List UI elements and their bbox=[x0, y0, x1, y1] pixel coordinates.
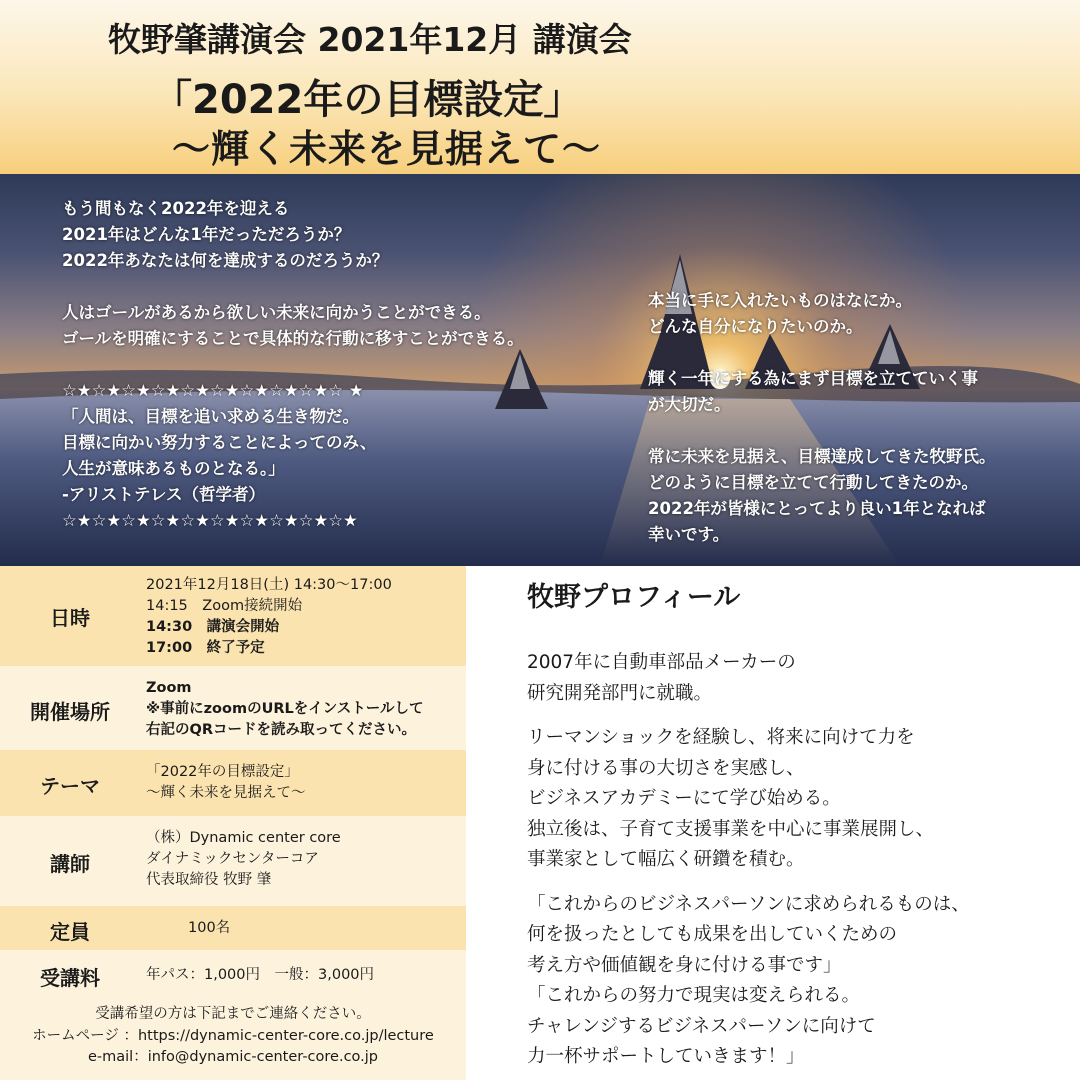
capacity-row bbox=[0, 906, 466, 950]
venue-value bbox=[146, 678, 424, 741]
capacity-value: 100名 bbox=[188, 920, 231, 936]
venue-line: Zoom bbox=[146, 680, 192, 696]
datetime-value bbox=[146, 575, 392, 659]
star-divider: ☆★☆★☆★☆★☆★☆★☆★☆★☆★☆ ★ bbox=[62, 381, 364, 400]
venue-line: ※事前にzoomのURLをインストールして bbox=[146, 701, 424, 717]
hero-left-line: ゴールを明確にすることで具体的な行動に移すことができる。 bbox=[62, 329, 524, 348]
fee-row bbox=[0, 950, 466, 998]
profile-line: 身に付ける事の大切さを実感し、 bbox=[527, 757, 805, 779]
hero-right-line: 本当に手に入れたいものはなにか。 bbox=[648, 291, 912, 310]
profile-line: 研究開発部門に就職。 bbox=[527, 682, 713, 704]
event-tagline: ～輝く未来を見据えて～ bbox=[172, 127, 602, 171]
fee-label: 受講料 bbox=[40, 966, 100, 990]
speaker-line: ダイナミックセンターコア bbox=[146, 851, 319, 867]
profile-title: 牧野プロフィール bbox=[527, 582, 741, 613]
contact-email-link[interactable]: e-mail：info@dynamic-center-core.co.jp bbox=[87, 1049, 379, 1065]
event-subtitle: 「2022年の目標設定」 bbox=[152, 77, 584, 123]
quote-line: 「人間は、目標を追い求める生き物だ。 bbox=[62, 407, 359, 426]
speaker-profile bbox=[527, 575, 1067, 1073]
quote-author: -アリストテレス（哲学者） bbox=[62, 485, 266, 504]
theme-line: ～輝く未来を見据えて～ bbox=[146, 785, 306, 801]
capacity-label: 定員 bbox=[50, 920, 90, 944]
venue-row bbox=[0, 666, 466, 750]
venue-line: 右記のQRコードを読み取ってください。 bbox=[146, 722, 416, 738]
contact-intro: 受講希望の方は下記までご連絡ください。 bbox=[95, 1006, 371, 1022]
profile-line: 2007年に自動車部品メーカーの bbox=[527, 652, 796, 673]
profile-line: 独立後は、子育て支援事業を中心に事業展開し、 bbox=[527, 818, 935, 840]
datetime-line: 14:15 Zoom接続開始 bbox=[146, 598, 303, 614]
speaker-line: 代表取締役 牧野 肇 bbox=[146, 872, 272, 888]
quote-line: 目標に向かい努力することによってのみ、 bbox=[62, 433, 377, 452]
contact-homepage-link[interactable]: ホームページ ：https://dynamic-center-core.co.jp/lecture bbox=[32, 1027, 434, 1044]
header-banner bbox=[0, 0, 1080, 174]
hero-left-line: もう間もなく2022年を迎える bbox=[62, 199, 290, 218]
datetime-line: 17:00 終了予定 bbox=[146, 640, 265, 656]
hero-left-line: 人はゴールがあるから欲しい未来に向かうことができる。 bbox=[62, 303, 491, 322]
hero-right-line: 2022年が皆様にとってより良い1年となれば bbox=[648, 499, 986, 518]
event-title: 牧野肇講演会 2021年12月 講演会 bbox=[108, 20, 632, 59]
profile-quote-line: 力一杯サポートしていきます！」 bbox=[527, 1046, 805, 1067]
profile-quote-line: 「これからのビジネスパーソンに求められるものは、 bbox=[527, 893, 970, 915]
hero-left-line: 2022年あなたは何を達成するのだろうか？ bbox=[62, 251, 389, 270]
theme-label: テーマ bbox=[40, 774, 100, 798]
quote-line: 人生が意味あるものとなる。」 bbox=[62, 459, 285, 478]
speaker-label: 講師 bbox=[50, 852, 90, 876]
contact-info bbox=[0, 998, 466, 1080]
theme-value bbox=[146, 762, 306, 804]
event-info-table bbox=[0, 566, 466, 1080]
datetime-row bbox=[0, 566, 466, 666]
profile-quote-line: 何を扱ったとしても成果を出していくための bbox=[527, 924, 898, 945]
profile-quote-line: 考え方や価値観を身に付ける事です」 bbox=[527, 954, 842, 976]
hero-right-line: が大切だ。 bbox=[648, 395, 731, 414]
speaker-line: （株）Dynamic center core bbox=[146, 830, 341, 846]
speaker-value bbox=[146, 828, 341, 891]
profile-quote-line: チャレンジするビジネスパーソンに向けて bbox=[527, 1015, 876, 1037]
datetime-line: 2021年12月18日(土) 14:30～17:00 bbox=[146, 577, 392, 593]
hero-message-text bbox=[648, 288, 996, 548]
theme-line: 「2022年の目標設定」 bbox=[146, 764, 299, 780]
venue-label: 開催場所 bbox=[30, 700, 110, 724]
hero-right-line: 常に未来を見据え、目標達成してきた牧野氏。 bbox=[648, 447, 996, 466]
hero-right-line: 幸いです。 bbox=[648, 525, 730, 544]
profile-quote-line: 「これからの努力で現実は変えられる。 bbox=[527, 985, 861, 1006]
profile-line: リーマンショックを経験し、将来に向けて力を bbox=[527, 727, 915, 748]
hero-left-line: 2021年はどんな1年だっただろうか？ bbox=[62, 225, 351, 244]
datetime-label: 日時 bbox=[50, 606, 90, 630]
hero-right-line: どんな自分になりたいのか。 bbox=[648, 317, 863, 336]
datetime-line: 14:30 講演会開始 bbox=[146, 619, 280, 635]
theme-row bbox=[0, 750, 466, 816]
profile-line: ビジネスアカデミーにて学び始める。 bbox=[527, 788, 841, 809]
fee-value: 年パス：1,000円 一般：3,000円 bbox=[146, 967, 375, 983]
star-divider: ☆★☆★☆★☆★☆★☆★☆★☆★☆★☆★ bbox=[62, 511, 358, 530]
speaker-row bbox=[0, 816, 466, 906]
hero-right-line: 輝く一年にする為にまず目標を立てていく事 bbox=[648, 369, 978, 388]
hero-snow-sunset-image bbox=[0, 174, 1080, 566]
profile-line: 事業家として幅広く研鑽を積む。 bbox=[527, 849, 805, 870]
hero-right-line: どのように目標を立てて行動してきたのか。 bbox=[648, 473, 978, 492]
hero-intro-text bbox=[62, 196, 524, 534]
